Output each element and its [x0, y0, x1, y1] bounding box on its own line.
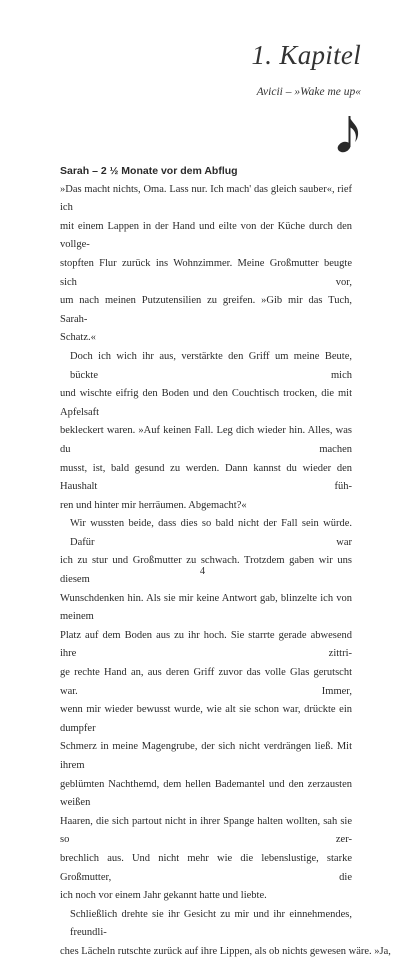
text-line: Doch ich wich ihr aus, verstärkte den Griff um meine Beute, bückte mich [70, 350, 352, 381]
text-line: Haaren, die sich partout nicht in ihrer Spange halten wollten, sah sie so zer- [60, 815, 352, 846]
text-line: bekleckert waren. »Auf keinen Fall. Leg dich wieder hin. Alles, was du machen [60, 425, 352, 455]
text-line: ches Lächeln rutschte zurück auf ihre Lippen, als ob nichts gewesen wäre. »Ja, [60, 945, 391, 957]
chapter-song: Avicii – »Wake me up« [256, 86, 361, 98]
text-line: »Das macht nichts, Oma. Lass nur. Ich mach' das gleich sauber«, rief ich [60, 183, 352, 214]
text-line: und wischte eifrig den Boden und den Couchtisch trocken, die mit Apfelsaft [60, 388, 352, 418]
text-line: Platz auf dem Boden aus zu ihr hoch. Sie starrte gerade abwesend ihre zittri- [60, 629, 352, 660]
page-number: 4 [199, 566, 206, 577]
text-line: ich noch vor einem Jahr gekannt hatte und liebte. [60, 890, 267, 902]
section-heading: Sarah – 2 ½ Monate vor dem Abflug [60, 165, 238, 177]
text-line: Schmerz in meine Magengrube, der sich nicht verdrängen ließ. Mit ihrem [60, 741, 352, 771]
text-line: Wir wussten beide, dass dies so bald nicht der Fall sein würde. Dafür war [70, 518, 352, 548]
chapter-title: 1. Kapitel [251, 40, 361, 70]
text-line: ich zu stur und Großmutter zu schwach. Trotzdem gaben wir uns diesem [60, 555, 352, 586]
text-line: Schatz.« [60, 332, 96, 344]
text-line: Schließlich drehte sie ihr Gesicht zu mir und ihr einnehmendes, freundli- [70, 908, 352, 939]
paragraph [60, 348, 352, 515]
text-line: geblümten Nachthemd, dem hellen Bademantel und den zerzausten weißen [60, 778, 352, 809]
text-line: um nach meinen Putzutensilien zu greifen. »Gib mir das Tuch, Sarah- [60, 295, 352, 325]
text-line: mit einem Lappen in der Hand und eilte von der Küche durch den vollge- [60, 220, 352, 251]
text-line: brechlich aus. Und nicht mehr wie die lebenslustige, starke Großmutter, die [60, 852, 352, 883]
text-line: musst, ist, bald gesund zu werden. Dann kannst du wieder den Haushalt füh- [60, 462, 352, 493]
text-line: stopften Flur zurück ins Wohnzimmer. Meine Großmutter beugte sich vor, [60, 257, 352, 288]
body-text [60, 162, 391, 962]
text-line: Wunschdenken hin. Als sie mir keine Antwort gab, blinzelte ich von meinem [60, 592, 352, 623]
text-line: ge rechte Hand an, aus deren Griff zuvor das volle Glas gerutscht war. Immer, [60, 667, 352, 697]
paragraph [60, 906, 391, 962]
text-line: wenn mir wieder bewusst wurde, wie alt sie schon war, drückte ein dumpfer [60, 704, 352, 734]
music-note-icon [337, 112, 361, 154]
text-line: ren und hinter mir herräumen. Abgemacht?« [60, 499, 247, 511]
paragraph [60, 181, 352, 348]
